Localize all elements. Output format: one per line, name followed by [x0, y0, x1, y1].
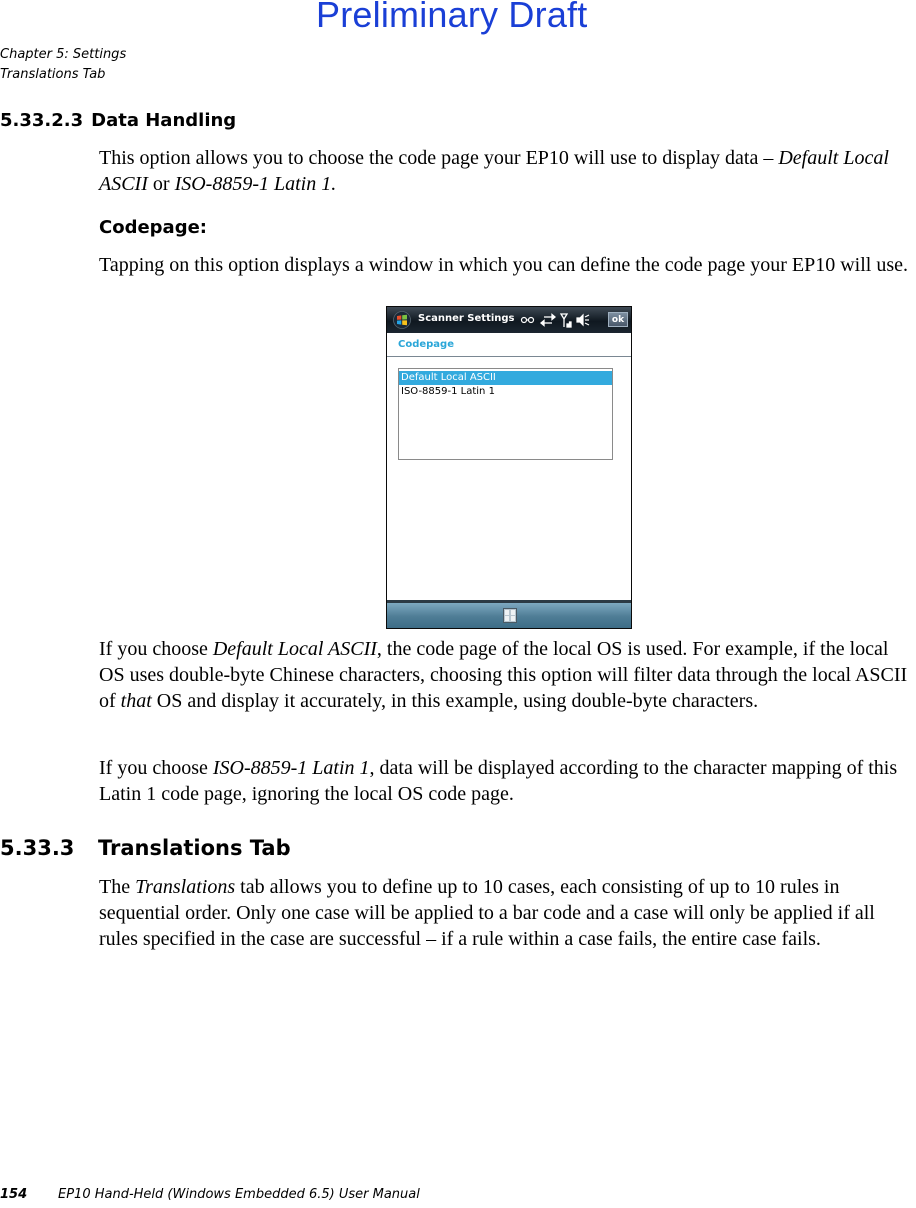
intro-emphasis-default: Default Local ASCII	[99, 147, 889, 195]
device-screenshot	[386, 306, 632, 629]
windows-start-icon[interactable]	[393, 311, 411, 329]
section-number: 5.33.2.3	[0, 110, 84, 131]
default-para-text-2: , the code page of the local OS is used. For example, if the local OS uses double-byte Chinese characters, choosing this option will filter data through the local ASCII of	[99, 638, 908, 712]
volume-icon	[577, 315, 589, 325]
app-title: Scanner Settings	[418, 313, 515, 324]
translations-para-text: The	[99, 876, 136, 898]
section-number: 5.33.3	[0, 836, 75, 860]
section-heading-data-handling	[0, 110, 236, 131]
iso-para-text: If you choose	[99, 757, 213, 779]
page-number: 154	[0, 1187, 28, 1202]
iso-para-text-2: , data will be displayed according to the character mapping of this Latin 1 code page, ignoring the local OS code page.	[99, 757, 898, 805]
intro-emphasis-iso: ISO-8859-1 Latin 1.	[174, 173, 337, 195]
default-para-text: If you choose	[99, 638, 213, 660]
codepage-page-title: Codepage	[398, 339, 454, 350]
page-footer	[0, 1187, 420, 1202]
title-divider	[387, 356, 631, 357]
default-ascii-paragraph	[99, 636, 915, 714]
codepage-description: Tapping on this option displays a window in which you can define the code page your EP10 will use.	[99, 254, 909, 276]
intro-text-or: or	[147, 173, 175, 195]
translations-para-emphasis: Translations	[135, 876, 236, 898]
ok-button[interactable]: ok	[608, 312, 628, 327]
connectivity-icon	[522, 318, 534, 323]
default-para-emphasis: Default Local ASCII	[212, 638, 377, 660]
keyboard-icon[interactable]	[503, 608, 517, 623]
status-icons	[520, 312, 602, 328]
running-head-section: Translations Tab	[0, 67, 106, 82]
codepage-option-default-local-ascii[interactable]: Default Local ASCII	[399, 371, 612, 385]
codepage-listbox[interactable]	[398, 368, 613, 460]
translations-para-text-2: tab allows you to define up to 10 cases, each consisting of up to 10 rules in sequential order. Only one case will be applied to a bar code and a case will only be applied if all rules specified in the case are successful – if a rule within a case fails, the entire case fails.	[99, 876, 875, 950]
codepage-option-iso-8859-1[interactable]: ISO-8859-1 Latin 1	[401, 386, 495, 397]
default-para-text-3: OS and display it accurately, in this example, using double-byte characters.	[151, 690, 759, 712]
codepage-heading: Codepage:	[99, 217, 207, 238]
translations-paragraph	[99, 874, 915, 952]
intro-text: This option allows you to choose the code page your EP10 will use to display data –	[99, 147, 779, 169]
running-head	[0, 45, 126, 85]
intro-paragraph	[99, 145, 915, 197]
manual-title: EP10 Hand-Held (Windows Embedded 6.5) User Manual	[58, 1187, 420, 1202]
soft-key-bar	[387, 603, 631, 629]
section-title: Data Handling	[91, 110, 237, 131]
preliminary-draft-watermark: Preliminary Draft	[316, 0, 588, 35]
default-para-emphasis-that: that	[120, 690, 152, 712]
section-heading-translations-tab	[0, 836, 291, 860]
running-head-chapter: Chapter 5: Settings	[0, 47, 127, 62]
iso-para-emphasis: ISO-8859-1 Latin 1	[212, 757, 370, 779]
title-bar	[387, 307, 631, 333]
signal-icon	[561, 314, 571, 327]
iso-latin-paragraph	[99, 755, 915, 807]
sync-icon	[541, 315, 555, 326]
section-title: Translations Tab	[98, 836, 291, 860]
